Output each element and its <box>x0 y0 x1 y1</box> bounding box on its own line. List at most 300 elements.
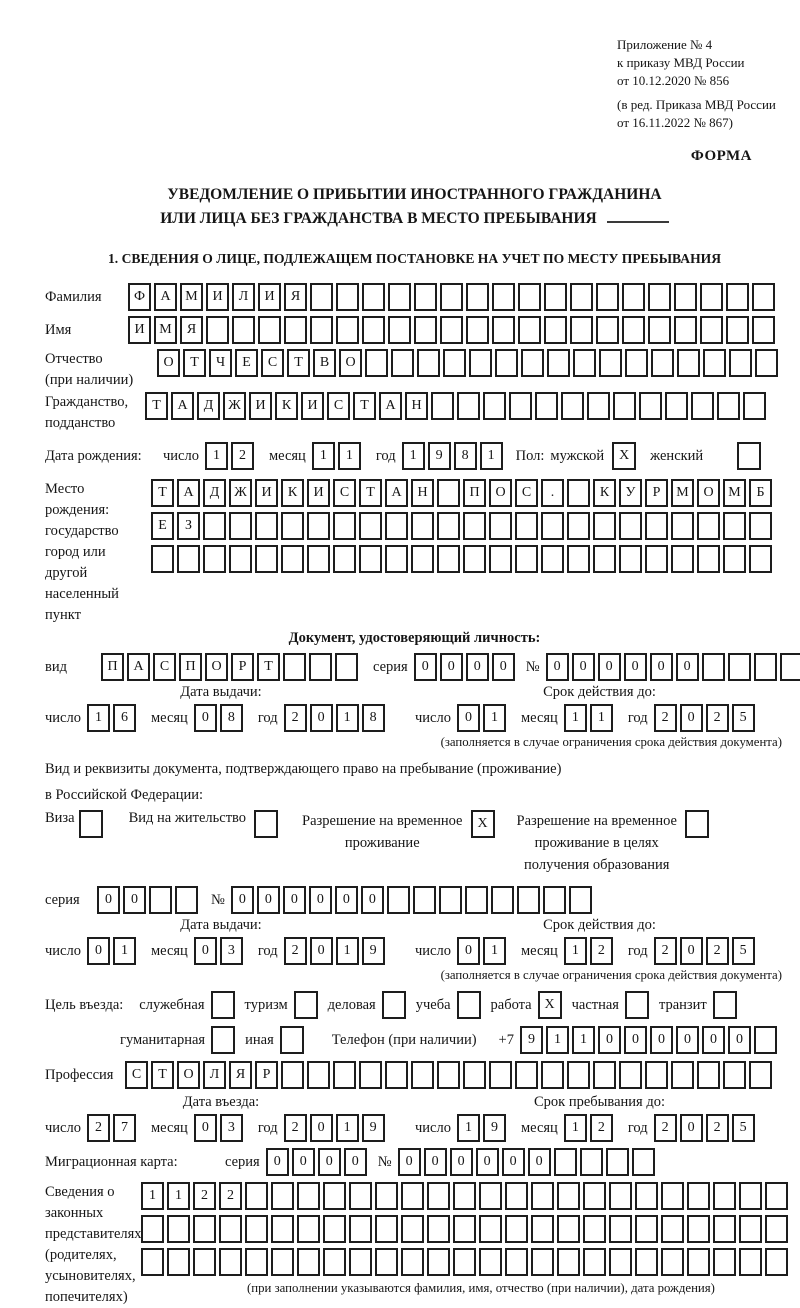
char-cell[interactable] <box>297 1182 320 1210</box>
char-cell[interactable]: 1 <box>141 1182 164 1210</box>
char-cell[interactable]: Р <box>255 1061 278 1089</box>
char-cell[interactable] <box>583 1215 606 1243</box>
char-cell[interactable] <box>713 1215 736 1243</box>
char-cell[interactable] <box>141 1248 164 1276</box>
char-cell[interactable] <box>609 1248 632 1276</box>
char-cell[interactable] <box>544 283 567 311</box>
char-cell[interactable]: . <box>541 479 564 507</box>
char-cell[interactable] <box>691 392 714 420</box>
char-cell[interactable] <box>229 545 252 573</box>
char-cell[interactable] <box>609 1182 632 1210</box>
char-cell[interactable] <box>587 392 610 420</box>
char-cell[interactable] <box>599 349 622 377</box>
char-cell[interactable] <box>349 1248 372 1276</box>
char-cell[interactable] <box>554 1148 577 1176</box>
char-cell[interactable] <box>489 1061 512 1089</box>
char-cell[interactable]: Я <box>284 283 307 311</box>
char-cell[interactable] <box>437 512 460 540</box>
char-cell[interactable] <box>177 545 200 573</box>
char-cell[interactable]: 2 <box>654 1114 677 1142</box>
char-cell[interactable]: 0 <box>424 1148 447 1176</box>
entry-year-cells[interactable] <box>284 1114 388 1142</box>
char-cell[interactable] <box>518 316 541 344</box>
char-cell[interactable] <box>583 1248 606 1276</box>
char-cell[interactable]: 0 <box>309 886 332 914</box>
char-cell[interactable] <box>431 392 454 420</box>
char-cell[interactable]: А <box>171 392 194 420</box>
birth-year-cells[interactable] <box>402 442 506 470</box>
char-cell[interactable]: Ж <box>223 392 246 420</box>
char-cell[interactable]: 0 <box>194 937 217 965</box>
char-cell[interactable]: 8 <box>220 704 243 732</box>
char-cell[interactable] <box>309 653 332 681</box>
char-cell[interactable] <box>645 512 668 540</box>
char-cell[interactable] <box>541 512 564 540</box>
char-cell[interactable]: 1 <box>113 937 136 965</box>
char-cell[interactable]: Т <box>353 392 376 420</box>
char-cell[interactable] <box>413 886 436 914</box>
char-cell[interactable]: 2 <box>193 1182 216 1210</box>
char-cell[interactable]: 0 <box>466 653 489 681</box>
char-cell[interactable]: 8 <box>362 704 385 732</box>
char-cell[interactable] <box>375 1215 398 1243</box>
char-cell[interactable]: 2 <box>706 704 729 732</box>
char-cell[interactable] <box>281 1061 304 1089</box>
char-cell[interactable] <box>437 479 460 507</box>
char-cell[interactable] <box>349 1182 372 1210</box>
char-cell[interactable]: Н <box>411 479 434 507</box>
char-cell[interactable]: 2 <box>284 704 307 732</box>
char-cell[interactable]: К <box>281 479 304 507</box>
char-cell[interactable] <box>427 1182 450 1210</box>
char-cell[interactable]: 1 <box>483 704 506 732</box>
char-cell[interactable] <box>362 316 385 344</box>
char-cell[interactable] <box>569 886 592 914</box>
char-cell[interactable] <box>149 886 172 914</box>
char-cell[interactable] <box>245 1248 268 1276</box>
char-cell[interactable] <box>333 1061 356 1089</box>
char-cell[interactable] <box>479 1215 502 1243</box>
char-cell[interactable] <box>515 512 538 540</box>
char-cell[interactable] <box>349 1215 372 1243</box>
char-cell[interactable]: А <box>154 283 177 311</box>
char-cell[interactable] <box>505 1215 528 1243</box>
char-cell[interactable] <box>723 1061 746 1089</box>
char-cell[interactable] <box>336 316 359 344</box>
char-cell[interactable]: А <box>385 479 408 507</box>
char-cell[interactable]: 0 <box>476 1148 499 1176</box>
char-cell[interactable] <box>557 1248 580 1276</box>
residence-expiry-year-cells[interactable] <box>654 937 758 965</box>
char-cell[interactable] <box>203 512 226 540</box>
char-cell[interactable] <box>284 316 307 344</box>
stay-day-cells[interactable] <box>457 1114 509 1142</box>
char-cell[interactable]: 0 <box>528 1148 551 1176</box>
char-cell[interactable]: 1 <box>167 1182 190 1210</box>
char-cell[interactable]: 0 <box>546 653 569 681</box>
birth-day-cells[interactable] <box>205 442 257 470</box>
char-cell[interactable] <box>509 392 532 420</box>
sex-female-checkbox[interactable] <box>737 442 761 470</box>
char-cell[interactable]: 0 <box>123 886 146 914</box>
char-cell[interactable] <box>570 283 593 311</box>
char-cell[interactable]: 9 <box>362 1114 385 1142</box>
char-cell[interactable]: 0 <box>650 1026 673 1054</box>
char-cell[interactable] <box>483 392 506 420</box>
char-cell[interactable]: Т <box>151 1061 174 1089</box>
residence-expiry-month-cells[interactable] <box>564 937 616 965</box>
char-cell[interactable] <box>752 283 775 311</box>
char-cell[interactable]: Я <box>180 316 203 344</box>
char-cell[interactable]: М <box>723 479 746 507</box>
char-cell[interactable]: 2 <box>706 937 729 965</box>
birth-place-row1-cells[interactable] <box>151 479 775 507</box>
char-cell[interactable]: 0 <box>310 937 333 965</box>
char-cell[interactable]: И <box>128 316 151 344</box>
purpose-private-checkbox[interactable] <box>625 991 649 1019</box>
option-residence-permit-checkbox[interactable] <box>254 810 278 838</box>
char-cell[interactable] <box>541 1061 564 1089</box>
char-cell[interactable] <box>281 545 304 573</box>
char-cell[interactable]: 0 <box>680 1114 703 1142</box>
residence-issue-year-cells[interactable] <box>284 937 388 965</box>
char-cell[interactable]: 1 <box>87 704 110 732</box>
char-cell[interactable] <box>505 1182 528 1210</box>
char-cell[interactable]: Т <box>145 392 168 420</box>
char-cell[interactable] <box>765 1215 788 1243</box>
char-cell[interactable]: 1 <box>336 704 359 732</box>
char-cell[interactable]: Л <box>203 1061 226 1089</box>
char-cell[interactable] <box>749 545 772 573</box>
char-cell[interactable] <box>713 1182 736 1210</box>
purpose-study-checkbox[interactable] <box>457 991 481 1019</box>
char-cell[interactable] <box>700 316 723 344</box>
char-cell[interactable] <box>567 479 590 507</box>
char-cell[interactable]: 0 <box>97 886 120 914</box>
char-cell[interactable]: В <box>313 349 336 377</box>
char-cell[interactable]: 0 <box>650 653 673 681</box>
char-cell[interactable]: П <box>179 653 202 681</box>
char-cell[interactable] <box>167 1215 190 1243</box>
char-cell[interactable] <box>232 316 255 344</box>
char-cell[interactable] <box>297 1248 320 1276</box>
purpose-work-checkbox[interactable]: X <box>538 991 562 1019</box>
char-cell[interactable]: 2 <box>590 1114 613 1142</box>
char-cell[interactable] <box>544 316 567 344</box>
char-cell[interactable] <box>388 283 411 311</box>
char-cell[interactable] <box>359 545 382 573</box>
char-cell[interactable] <box>463 512 486 540</box>
char-cell[interactable]: Ф <box>128 283 151 311</box>
char-cell[interactable]: О <box>697 479 720 507</box>
char-cell[interactable] <box>401 1248 424 1276</box>
char-cell[interactable]: Т <box>151 479 174 507</box>
char-cell[interactable] <box>333 545 356 573</box>
char-cell[interactable] <box>229 512 252 540</box>
char-cell[interactable] <box>518 283 541 311</box>
char-cell[interactable] <box>765 1248 788 1276</box>
residence-issue-day-cells[interactable] <box>87 937 139 965</box>
char-cell[interactable] <box>702 653 725 681</box>
char-cell[interactable] <box>547 349 570 377</box>
char-cell[interactable]: 0 <box>457 704 480 732</box>
char-cell[interactable] <box>359 512 382 540</box>
char-cell[interactable] <box>375 1248 398 1276</box>
option-temp-residence-education-checkbox[interactable] <box>685 810 709 838</box>
char-cell[interactable] <box>661 1182 684 1210</box>
char-cell[interactable] <box>414 283 437 311</box>
char-cell[interactable]: К <box>593 479 616 507</box>
char-cell[interactable]: К <box>275 392 298 420</box>
char-cell[interactable]: Д <box>203 479 226 507</box>
char-cell[interactable] <box>193 1248 216 1276</box>
char-cell[interactable] <box>479 1182 502 1210</box>
char-cell[interactable] <box>453 1182 476 1210</box>
char-cell[interactable]: 2 <box>706 1114 729 1142</box>
char-cell[interactable]: 0 <box>310 704 333 732</box>
char-cell[interactable] <box>469 349 492 377</box>
char-cell[interactable]: 0 <box>194 704 217 732</box>
char-cell[interactable] <box>283 653 306 681</box>
char-cell[interactable] <box>387 886 410 914</box>
char-cell[interactable] <box>687 1215 710 1243</box>
char-cell[interactable]: 1 <box>564 1114 587 1142</box>
char-cell[interactable] <box>362 283 385 311</box>
char-cell[interactable] <box>219 1248 242 1276</box>
char-cell[interactable] <box>619 1061 642 1089</box>
char-cell[interactable] <box>531 1248 554 1276</box>
char-cell[interactable]: 1 <box>336 937 359 965</box>
char-cell[interactable]: 0 <box>344 1148 367 1176</box>
char-cell[interactable] <box>255 512 278 540</box>
identity-issue-day-cells[interactable] <box>87 704 139 732</box>
char-cell[interactable] <box>671 545 694 573</box>
char-cell[interactable] <box>674 316 697 344</box>
identity-kind-cells[interactable] <box>101 653 361 681</box>
char-cell[interactable] <box>752 316 775 344</box>
char-cell[interactable]: И <box>206 283 229 311</box>
char-cell[interactable] <box>755 349 778 377</box>
char-cell[interactable] <box>609 1215 632 1243</box>
char-cell[interactable] <box>515 545 538 573</box>
char-cell[interactable] <box>700 283 723 311</box>
char-cell[interactable] <box>619 545 642 573</box>
char-cell[interactable] <box>754 1026 777 1054</box>
residence-series-cells[interactable] <box>97 886 201 914</box>
char-cell[interactable]: Т <box>257 653 280 681</box>
char-cell[interactable]: Н <box>405 392 428 420</box>
char-cell[interactable]: А <box>177 479 200 507</box>
char-cell[interactable]: 5 <box>732 704 755 732</box>
char-cell[interactable]: А <box>379 392 402 420</box>
char-cell[interactable] <box>557 1215 580 1243</box>
char-cell[interactable] <box>515 1061 538 1089</box>
char-cell[interactable]: 2 <box>590 937 613 965</box>
char-cell[interactable] <box>411 512 434 540</box>
char-cell[interactable] <box>632 1148 655 1176</box>
char-cell[interactable]: Ч <box>209 349 232 377</box>
char-cell[interactable] <box>307 545 330 573</box>
char-cell[interactable] <box>648 316 671 344</box>
char-cell[interactable]: 0 <box>283 886 306 914</box>
char-cell[interactable]: 9 <box>362 937 385 965</box>
char-cell[interactable]: С <box>153 653 176 681</box>
char-cell[interactable] <box>531 1215 554 1243</box>
purpose-official-checkbox[interactable] <box>211 991 235 1019</box>
char-cell[interactable] <box>365 349 388 377</box>
char-cell[interactable] <box>543 886 566 914</box>
char-cell[interactable]: 6 <box>113 704 136 732</box>
residence-expiry-day-cells[interactable] <box>457 937 509 965</box>
char-cell[interactable]: 1 <box>312 442 335 470</box>
char-cell[interactable]: 2 <box>87 1114 110 1142</box>
char-cell[interactable] <box>323 1248 346 1276</box>
char-cell[interactable]: 0 <box>361 886 384 914</box>
char-cell[interactable] <box>557 1182 580 1210</box>
char-cell[interactable] <box>479 1248 502 1276</box>
char-cell[interactable] <box>437 1061 460 1089</box>
char-cell[interactable]: 0 <box>335 886 358 914</box>
char-cell[interactable] <box>596 316 619 344</box>
stay-month-cells[interactable] <box>564 1114 616 1142</box>
char-cell[interactable]: 2 <box>654 704 677 732</box>
char-cell[interactable]: 0 <box>398 1148 421 1176</box>
identity-expiry-month-cells[interactable] <box>564 704 616 732</box>
stay-year-cells[interactable] <box>654 1114 758 1142</box>
char-cell[interactable] <box>495 349 518 377</box>
char-cell[interactable] <box>567 512 590 540</box>
char-cell[interactable] <box>726 316 749 344</box>
char-cell[interactable]: М <box>154 316 177 344</box>
residence-number-cells[interactable] <box>231 886 595 914</box>
char-cell[interactable] <box>307 512 330 540</box>
char-cell[interactable] <box>323 1215 346 1243</box>
char-cell[interactable] <box>635 1215 658 1243</box>
char-cell[interactable] <box>765 1182 788 1210</box>
char-cell[interactable] <box>639 392 662 420</box>
char-cell[interactable]: З <box>177 512 200 540</box>
char-cell[interactable]: М <box>671 479 694 507</box>
entry-month-cells[interactable] <box>194 1114 246 1142</box>
char-cell[interactable]: 0 <box>310 1114 333 1142</box>
char-cell[interactable] <box>713 1248 736 1276</box>
char-cell[interactable] <box>323 1182 346 1210</box>
identity-issue-month-cells[interactable] <box>194 704 246 732</box>
profession-cells[interactable] <box>125 1061 775 1089</box>
char-cell[interactable]: 1 <box>564 704 587 732</box>
char-cell[interactable] <box>391 349 414 377</box>
char-cell[interactable]: Е <box>151 512 174 540</box>
identity-issue-year-cells[interactable] <box>284 704 388 732</box>
char-cell[interactable] <box>414 316 437 344</box>
char-cell[interactable] <box>440 283 463 311</box>
char-cell[interactable] <box>505 1248 528 1276</box>
char-cell[interactable] <box>385 1061 408 1089</box>
char-cell[interactable] <box>687 1248 710 1276</box>
char-cell[interactable]: 0 <box>414 653 437 681</box>
char-cell[interactable] <box>622 283 645 311</box>
entry-day-cells[interactable] <box>87 1114 139 1142</box>
char-cell[interactable] <box>613 392 636 420</box>
char-cell[interactable] <box>401 1182 424 1210</box>
char-cell[interactable]: 5 <box>732 937 755 965</box>
char-cell[interactable] <box>443 349 466 377</box>
char-cell[interactable] <box>674 283 697 311</box>
char-cell[interactable]: 0 <box>440 653 463 681</box>
char-cell[interactable] <box>359 1061 382 1089</box>
purpose-other-checkbox[interactable] <box>280 1026 304 1054</box>
char-cell[interactable] <box>661 1215 684 1243</box>
char-cell[interactable]: 9 <box>520 1026 543 1054</box>
char-cell[interactable] <box>175 886 198 914</box>
char-cell[interactable]: 0 <box>598 1026 621 1054</box>
char-cell[interactable] <box>593 545 616 573</box>
char-cell[interactable]: У <box>619 479 642 507</box>
char-cell[interactable] <box>645 1061 668 1089</box>
char-cell[interactable]: М <box>180 283 203 311</box>
char-cell[interactable]: 2 <box>284 1114 307 1142</box>
char-cell[interactable] <box>583 1182 606 1210</box>
sex-male-checkbox[interactable]: X <box>612 442 636 470</box>
char-cell[interactable] <box>619 512 642 540</box>
char-cell[interactable] <box>661 1248 684 1276</box>
char-cell[interactable]: 0 <box>702 1026 725 1054</box>
birth-month-cells[interactable] <box>312 442 364 470</box>
char-cell[interactable]: 0 <box>266 1148 289 1176</box>
char-cell[interactable] <box>739 1248 762 1276</box>
char-cell[interactable]: Т <box>183 349 206 377</box>
char-cell[interactable]: 1 <box>336 1114 359 1142</box>
char-cell[interactable] <box>219 1215 242 1243</box>
char-cell[interactable]: С <box>327 392 350 420</box>
char-cell[interactable] <box>648 283 671 311</box>
char-cell[interactable]: И <box>258 283 281 311</box>
char-cell[interactable] <box>489 545 512 573</box>
char-cell[interactable]: 0 <box>624 1026 647 1054</box>
char-cell[interactable]: 9 <box>428 442 451 470</box>
char-cell[interactable] <box>245 1215 268 1243</box>
char-cell[interactable]: 2 <box>219 1182 242 1210</box>
char-cell[interactable] <box>417 349 440 377</box>
char-cell[interactable] <box>271 1182 294 1210</box>
char-cell[interactable] <box>596 283 619 311</box>
char-cell[interactable]: О <box>157 349 180 377</box>
char-cell[interactable] <box>457 392 480 420</box>
char-cell[interactable] <box>141 1215 164 1243</box>
char-cell[interactable] <box>697 545 720 573</box>
char-cell[interactable] <box>677 349 700 377</box>
char-cell[interactable] <box>401 1215 424 1243</box>
char-cell[interactable]: 0 <box>231 886 254 914</box>
char-cell[interactable]: О <box>339 349 362 377</box>
char-cell[interactable]: Ж <box>229 479 252 507</box>
char-cell[interactable] <box>245 1182 268 1210</box>
char-cell[interactable]: С <box>515 479 538 507</box>
char-cell[interactable]: 0 <box>502 1148 525 1176</box>
char-cell[interactable]: С <box>125 1061 148 1089</box>
char-cell[interactable] <box>411 545 434 573</box>
char-cell[interactable] <box>439 886 462 914</box>
char-cell[interactable] <box>489 512 512 540</box>
char-cell[interactable] <box>645 545 668 573</box>
char-cell[interactable] <box>307 1061 330 1089</box>
char-cell[interactable]: 7 <box>113 1114 136 1142</box>
char-cell[interactable]: 0 <box>572 653 595 681</box>
char-cell[interactable] <box>671 1061 694 1089</box>
char-cell[interactable] <box>521 349 544 377</box>
char-cell[interactable]: 0 <box>457 937 480 965</box>
char-cell[interactable] <box>541 545 564 573</box>
